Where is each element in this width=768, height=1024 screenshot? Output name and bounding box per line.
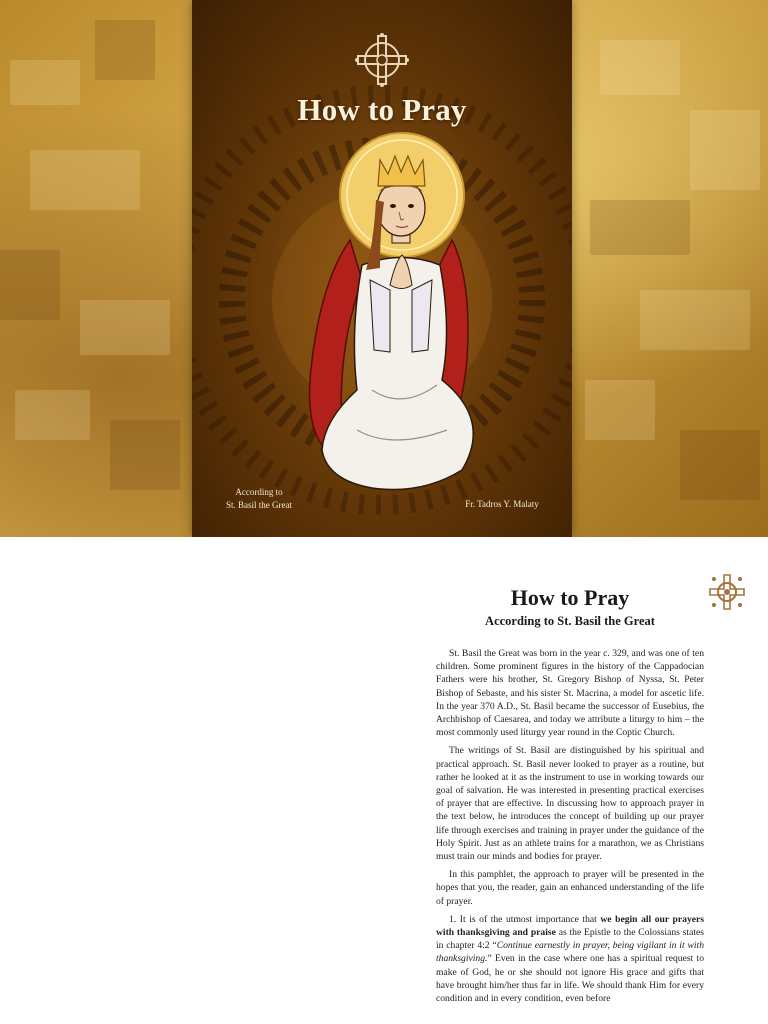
point1-lead: 1. It is of the utmost importance that [449,913,601,925]
body-text [436,647,704,1010]
cover-author: Fr. Tadros Y. Malaty [465,499,539,509]
background-tile [110,420,180,490]
book-cover [192,0,572,537]
point1-quote: Continue earnestly in prayer, being vigilant in it with thanksgiving. [436,940,704,965]
paragraph-3: In this pamphlet, the approach to prayer will be presented in the hopes that you, the reader, gain an enhanced understanding of the life of prayer. [436,869,704,907]
ornament-cross-icon [708,573,746,611]
background-tile [600,40,680,95]
background-tile [585,380,655,440]
page-subtitle: According to St. Basil the Great [485,614,655,628]
background-tile [80,300,170,355]
cover-subtitle-line1: According to [235,487,283,497]
coptic-cross-icon [354,32,410,88]
point1-bold: we begin all our prayers with thanksgiving and praise [436,913,704,939]
page-title: How to Pray [510,585,630,610]
background-tile [95,20,155,80]
background-tile [640,290,750,350]
background-tile [30,150,140,210]
cover-title: How to Pray [297,92,467,127]
cover-subtitle [214,486,304,512]
point1-mid: as the Epistle to the Colossians states in chapter 4:2 “ [436,927,704,952]
paragraph-2: The writings of St. Basil are distinguished by his spiritual and practical approach. St. Basil never looked to prayer as a routine, but rather he looked at it as the instrument to use in working towards our goal of salvation. He was interested in presenting practical exercises of prayer that are effective. In discussing how to approach prayer in the text below, he introduces the concept of building up our prayer life through exercises and training in prayer under the guidance of the Holy Spirit. Just as an athlete trains for a marathon, we as Christians must train our minds and bodies for prayer. [436,745,704,863]
background-tile [690,110,760,190]
paragraph-1: St. Basil the Great was born in the year c. 329, and was one of ten children. Some prominent figures in the history of the Cappadocian Fathers were his brother, St. Gregory Bishop of Nyssa, St. Peter Bishop of Sebaste, and his sister St. Macrina, a model for ascetic life. In the year 370 A.D., St. Basil became the successor of Eusebius, the Archbishop of Caesarea, and today we attribute a liturgy to him – the most commonly used liturgy year round in the Coptic Church. [436,648,704,739]
praying-saint-illustration [262,130,502,500]
background-tile [15,390,90,440]
background-tile [10,60,80,105]
point1-tail: ” Even in the case where one has a spiritual request to make of God, he or she should not ignore His grace and gifts that have brought him/her thus far in life. We should thank Him for every condition and in every condition, even before [436,953,704,1005]
background-tile [680,430,760,500]
background-tile [590,200,690,255]
paragraph-point-1 [436,913,704,1005]
cover-subtitle-line2: St. Basil the Great [226,500,292,510]
background-tile [0,250,60,320]
